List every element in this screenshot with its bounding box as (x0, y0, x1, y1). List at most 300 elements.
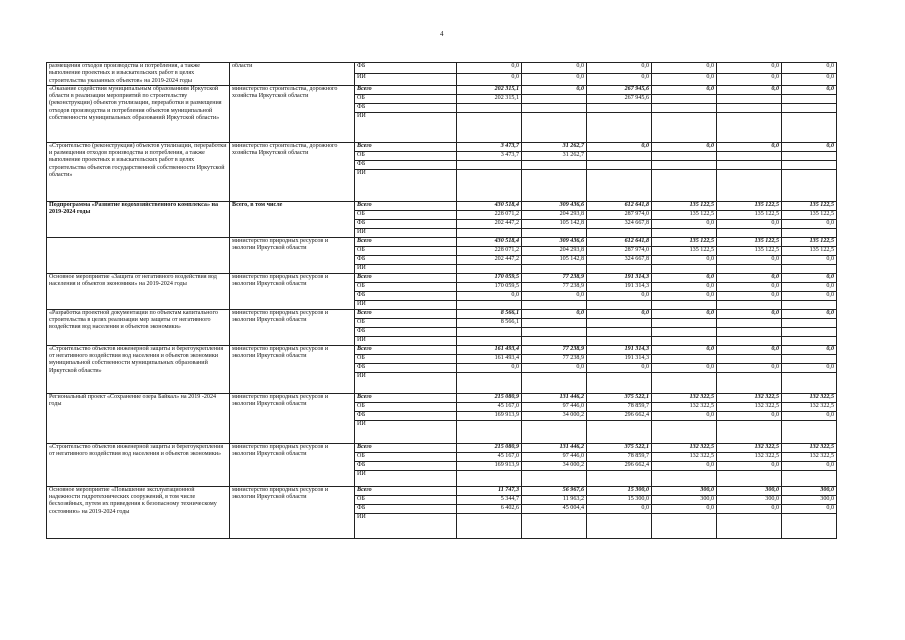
amount-cell: 287 974,0 (587, 210, 652, 219)
amount-cell (587, 318, 652, 327)
amount-cell: 0,0 (652, 291, 717, 300)
amount-cell (782, 336, 837, 345)
activity-name: «Оказание содействия муниципальным образованиям Иркутской области в реализации мероприятий по строительству (реконструкции) объектов утилизации, переработки и размещения отходов производства и потребления объектов муниципальной собственности муниципальных образований Иркутской области» (47, 85, 230, 142)
amount-cell (717, 420, 782, 443)
amount-cell: 296 662,4 (587, 461, 652, 470)
funding-source: Всего (355, 85, 457, 94)
amount-cell: 0,0 (457, 74, 522, 85)
amount-cell (652, 169, 717, 201)
funding-source: Всего (355, 309, 457, 318)
amount-cell (652, 318, 717, 327)
funding-source: ФБ (355, 160, 457, 169)
amount-cell: 0,0 (717, 461, 782, 470)
amount-cell (587, 470, 652, 486)
amount-cell: 0,0 (782, 291, 837, 300)
amount-cell (457, 264, 522, 273)
amount-cell: 0,0 (652, 282, 717, 291)
amount-cell: 0,0 (717, 63, 782, 74)
amount-cell (457, 470, 522, 486)
amount-cell: 0,0 (587, 504, 652, 513)
amount-cell (782, 228, 837, 237)
amount-cell: 132 322,5 (652, 452, 717, 461)
table-row (47, 393, 837, 402)
amount-cell (587, 372, 652, 393)
funding-source: ОБ (355, 318, 457, 327)
amount-cell: 0,0 (782, 345, 837, 354)
amount-cell: 135 122,5 (652, 237, 717, 246)
amount-cell (587, 513, 652, 538)
table-row (47, 237, 837, 246)
funding-source: Всего (355, 273, 457, 282)
executor-name: министерство природных ресурсов и экологии Иркутской области (230, 309, 355, 345)
funding-source: ИИ (355, 112, 457, 142)
amount-cell: 0,0 (717, 291, 782, 300)
amount-cell (587, 327, 652, 336)
amount-cell: 191 314,3 (587, 282, 652, 291)
amount-cell: 612 641,8 (587, 237, 652, 246)
executor-name: министерство природных ресурсов и экологии Иркутской области (230, 237, 355, 273)
executor-name: министерство природных ресурсов и экологии Иркутской области (230, 486, 355, 538)
amount-cell (717, 372, 782, 393)
amount-cell: 169 913,9 (457, 411, 522, 420)
amount-cell: 309 436,6 (522, 237, 587, 246)
amount-cell (587, 420, 652, 443)
amount-cell: 0,0 (782, 255, 837, 264)
amount-cell: 132 322,5 (717, 402, 782, 411)
amount-cell: 8 566,1 (457, 318, 522, 327)
amount-cell: 0,0 (587, 363, 652, 372)
amount-cell: 0,0 (782, 74, 837, 85)
amount-cell (782, 318, 837, 327)
amount-cell: 169 913,9 (457, 461, 522, 470)
amount-cell (717, 300, 782, 309)
amount-cell: 0,0 (587, 63, 652, 74)
amount-cell: 0,0 (587, 142, 652, 151)
amount-cell: 15 300,0 (587, 486, 652, 495)
executor-name: министерство строительства, дорожного хозяйства Иркутской области (230, 85, 355, 142)
funding-source: ОБ (355, 452, 457, 461)
amount-cell: 0,0 (587, 291, 652, 300)
amount-cell (652, 354, 717, 363)
table-row (47, 273, 837, 282)
funding-source: Всего (355, 443, 457, 452)
amount-cell: 228 071,2 (457, 210, 522, 219)
activity-name: Основное мероприятие «Повышение эксплуатационной надежности гидротехнических сооружений, в том числе бесхозяйных, путем их приведения к безопасному техническому состоянию» на 2019-2024 годы (47, 486, 230, 538)
amount-cell (717, 103, 782, 112)
amount-cell (717, 327, 782, 336)
amount-cell (717, 354, 782, 363)
amount-cell (522, 103, 587, 112)
activity-name: «Строительство (реконструкция) объектов утилизации, переработки и размещения отходов производства и потребления, а также выполнение проектных и изыскательских работ в целях строительства объектов государственной собственности Иркутской области» (47, 142, 230, 201)
amount-cell: 97 446,0 (522, 452, 587, 461)
amount-cell: 0,0 (782, 273, 837, 282)
amount-cell: 191 314,3 (587, 354, 652, 363)
amount-cell (652, 228, 717, 237)
amount-cell: 0,0 (522, 309, 587, 318)
amount-cell: 77 238,9 (522, 273, 587, 282)
amount-cell (522, 169, 587, 201)
amount-cell: 0,0 (652, 504, 717, 513)
amount-cell (522, 318, 587, 327)
funding-source: ИИ (355, 74, 457, 85)
amount-cell: 105 142,8 (522, 255, 587, 264)
amount-cell: 0,0 (717, 74, 782, 85)
amount-cell: 0,0 (652, 85, 717, 94)
amount-cell (522, 420, 587, 443)
amount-cell: 45 004,4 (522, 504, 587, 513)
amount-cell: 131 446,2 (522, 443, 587, 452)
funding-source: ОБ (355, 151, 457, 160)
amount-cell: 0,0 (652, 142, 717, 151)
amount-cell (652, 160, 717, 169)
amount-cell (652, 420, 717, 443)
amount-cell: 0,0 (652, 309, 717, 318)
amount-cell: 0,0 (522, 63, 587, 74)
amount-cell: 135 122,5 (652, 210, 717, 219)
amount-cell (457, 327, 522, 336)
amount-cell: 135 122,5 (717, 237, 782, 246)
funding-source: Всего (355, 201, 457, 210)
amount-cell: 0,0 (717, 504, 782, 513)
amount-cell: 132 322,5 (782, 402, 837, 411)
funding-source: Всего (355, 486, 457, 495)
table-row (47, 201, 837, 210)
amount-cell: 0,0 (717, 85, 782, 94)
amount-cell: 135 122,5 (652, 201, 717, 210)
amount-cell: 135 122,5 (782, 201, 837, 210)
amount-cell: 0,0 (457, 63, 522, 74)
amount-cell: 228 071,2 (457, 246, 522, 255)
amount-cell: 105 142,8 (522, 219, 587, 228)
amount-cell (717, 112, 782, 142)
amount-cell: 375 522,1 (587, 393, 652, 402)
amount-cell: 0,0 (717, 309, 782, 318)
amount-cell: 5 344,7 (457, 495, 522, 504)
amount-cell: 296 662,4 (587, 411, 652, 420)
amount-cell (652, 300, 717, 309)
amount-cell: 0,0 (717, 282, 782, 291)
amount-cell: 0,0 (782, 219, 837, 228)
executor-name: Всего, в том числе (230, 201, 355, 237)
amount-cell: 300,0 (782, 495, 837, 504)
amount-cell: 0,0 (717, 255, 782, 264)
funding-source: ИИ (355, 169, 457, 201)
amount-cell: 0,0 (652, 273, 717, 282)
funding-source: ИИ (355, 470, 457, 486)
amount-cell: 300,0 (717, 486, 782, 495)
amount-cell: 0,0 (782, 363, 837, 372)
amount-cell (782, 327, 837, 336)
table-row (47, 345, 837, 354)
amount-cell: 0,0 (782, 142, 837, 151)
amount-cell: 0,0 (652, 411, 717, 420)
amount-cell: 132 322,5 (652, 402, 717, 411)
amount-cell: 135 122,5 (717, 210, 782, 219)
amount-cell: 34 000,2 (522, 411, 587, 420)
amount-cell: 15 300,0 (587, 495, 652, 504)
amount-cell (717, 228, 782, 237)
amount-cell (782, 264, 837, 273)
activity-name: «Строительство объектов инженерной защиты и берегоукрепления от негативного воздействия вод населения и объектов экономики муниципальной собственности муниципальных образований Иркутской области» (47, 345, 230, 393)
amount-cell: 612 641,8 (587, 201, 652, 210)
amount-cell (782, 160, 837, 169)
executor-name: министерство природных ресурсов и экологии Иркутской области (230, 443, 355, 486)
amount-cell: 170 059,5 (457, 273, 522, 282)
amount-cell: 324 667,8 (587, 255, 652, 264)
table-row (47, 309, 837, 318)
funding-source: ОБ (355, 210, 457, 219)
amount-cell: 0,0 (717, 273, 782, 282)
amount-cell (717, 470, 782, 486)
funding-source: ИИ (355, 264, 457, 273)
amount-cell (782, 513, 837, 538)
amount-cell: 97 446,0 (522, 402, 587, 411)
amount-cell: 204 293,8 (522, 210, 587, 219)
amount-cell: 300,0 (717, 495, 782, 504)
amount-cell: 132 322,5 (782, 452, 837, 461)
amount-cell (587, 112, 652, 142)
amount-cell (652, 94, 717, 103)
amount-cell: 161 493,4 (457, 345, 522, 354)
amount-cell (522, 470, 587, 486)
amount-cell (717, 169, 782, 201)
funding-source: Всего (355, 142, 457, 151)
amount-cell: 135 122,5 (782, 246, 837, 255)
amount-cell: 170 059,5 (457, 282, 522, 291)
amount-cell (782, 94, 837, 103)
amount-cell: 135 122,5 (717, 246, 782, 255)
funding-source: ФБ (355, 411, 457, 420)
amount-cell: 300,0 (782, 486, 837, 495)
amount-cell: 204 293,8 (522, 246, 587, 255)
amount-cell: 0,0 (652, 255, 717, 264)
funding-source: Всего (355, 393, 457, 402)
funding-source: ИИ (355, 336, 457, 345)
amount-cell: 132 322,5 (782, 393, 837, 402)
funding-source: ФБ (355, 219, 457, 228)
amount-cell: 0,0 (782, 85, 837, 94)
amount-cell (457, 336, 522, 345)
funding-source: Всего (355, 237, 457, 246)
amount-cell (717, 513, 782, 538)
activity-name: Региональный проект «Сохранение озера Байкал» на 2019 -2024 годы (47, 393, 230, 443)
amount-cell (652, 372, 717, 393)
amount-cell: 45 167,0 (457, 452, 522, 461)
executor-name: министерство строительства, дорожного хозяйства Иркутской области (230, 142, 355, 201)
funding-source: ФБ (355, 461, 457, 470)
executor-name: министерство природных ресурсов и экологии Иркутской области (230, 273, 355, 309)
amount-cell (652, 336, 717, 345)
amount-cell: 11 747,3 (457, 486, 522, 495)
amount-cell (457, 300, 522, 309)
amount-cell: 0,0 (522, 85, 587, 94)
amount-cell: 215 080,9 (457, 393, 522, 402)
funding-source: ФБ (355, 327, 457, 336)
amount-cell (522, 160, 587, 169)
amount-cell (782, 169, 837, 201)
activity-name: Подпрограмма «Развитие водохозяйственного комплекса» на 2019-2024 годы (47, 201, 230, 237)
activity-name (47, 237, 230, 273)
activity-name: «Разработка проектной документации по объектам капитального строительства в целях реализации мер защиты от негативного воздействия вод населения и объектов экономики» (47, 309, 230, 345)
amount-cell: 191 314,3 (587, 273, 652, 282)
amount-cell: 0,0 (717, 142, 782, 151)
executor-name: области (230, 63, 355, 86)
amount-cell (782, 103, 837, 112)
amount-cell: 375 522,1 (587, 443, 652, 452)
funding-source: ИИ (355, 420, 457, 443)
executor-name: министерство природных ресурсов и экологии Иркутской области (230, 345, 355, 393)
activity-name: «Строительство объектов инженерной защиты и берегоукрепления от негативного воздействия вод населения и объектов экономики» (47, 443, 230, 486)
amount-cell (717, 336, 782, 345)
amount-cell: 267 945,6 (587, 94, 652, 103)
amount-cell: 6 402,6 (457, 504, 522, 513)
funding-source: ИИ (355, 300, 457, 309)
amount-cell: 31 262,7 (522, 142, 587, 151)
amount-cell (652, 151, 717, 160)
amount-cell (782, 470, 837, 486)
amount-cell (457, 228, 522, 237)
amount-cell: 131 446,2 (522, 393, 587, 402)
funding-source: ИИ (355, 228, 457, 237)
page-number: 4 (440, 30, 444, 38)
amount-cell (717, 264, 782, 273)
amount-cell (652, 327, 717, 336)
amount-cell: 191 314,3 (587, 345, 652, 354)
funding-source: ОБ (355, 402, 457, 411)
amount-cell (522, 327, 587, 336)
amount-cell: 132 322,5 (652, 393, 717, 402)
amount-cell: 0,0 (717, 411, 782, 420)
amount-cell (457, 169, 522, 201)
amount-cell (652, 513, 717, 538)
amount-cell (717, 94, 782, 103)
amount-cell (457, 103, 522, 112)
amount-cell: 0,0 (457, 291, 522, 300)
table-row (47, 85, 837, 94)
amount-cell: 78 859,7 (587, 402, 652, 411)
amount-cell (717, 160, 782, 169)
amount-cell: 0,0 (587, 309, 652, 318)
amount-cell: 0,0 (782, 411, 837, 420)
amount-cell (522, 228, 587, 237)
amount-cell: 202 447,2 (457, 219, 522, 228)
amount-cell: 0,0 (717, 345, 782, 354)
table-row (47, 443, 837, 452)
amount-cell (522, 336, 587, 345)
amount-cell: 0,0 (652, 74, 717, 85)
amount-cell: 31 262,7 (522, 151, 587, 160)
amount-cell (587, 169, 652, 201)
amount-cell: 3 473,7 (457, 151, 522, 160)
amount-cell: 0,0 (522, 291, 587, 300)
amount-cell (457, 372, 522, 393)
activity-name: Основное мероприятие «Защита от негативного воздействия вод населения и объектов экономики» на 2019-2024 годы (47, 273, 230, 309)
amount-cell: 77 238,9 (522, 345, 587, 354)
amount-cell: 0,0 (782, 461, 837, 470)
amount-cell: 11 963,2 (522, 495, 587, 504)
funding-source: ОБ (355, 246, 457, 255)
amount-cell: 0,0 (652, 363, 717, 372)
amount-cell (522, 264, 587, 273)
amount-cell: 132 322,5 (717, 393, 782, 402)
amount-cell: 3 473,7 (457, 142, 522, 151)
amount-cell: 0,0 (782, 504, 837, 513)
amount-cell (782, 354, 837, 363)
amount-cell (587, 151, 652, 160)
amount-cell: 135 122,5 (652, 246, 717, 255)
amount-cell: 202 315,1 (457, 85, 522, 94)
amount-cell (587, 336, 652, 345)
funding-source: ФБ (355, 291, 457, 300)
amount-cell: 45 167,0 (457, 402, 522, 411)
amount-cell (457, 160, 522, 169)
amount-cell: 77 238,9 (522, 282, 587, 291)
amount-cell: 0,0 (457, 363, 522, 372)
amount-cell: 77 238,9 (522, 354, 587, 363)
funding-source: ИИ (355, 513, 457, 538)
amount-cell: 202 315,1 (457, 94, 522, 103)
amount-cell (782, 112, 837, 142)
amount-cell (522, 513, 587, 538)
amount-cell: 132 322,5 (717, 443, 782, 452)
amount-cell (782, 420, 837, 443)
funding-source: ОБ (355, 282, 457, 291)
funding-source: ФБ (355, 255, 457, 264)
funding-source: ОБ (355, 495, 457, 504)
amount-cell: 0,0 (522, 74, 587, 85)
amount-cell (587, 300, 652, 309)
funding-source: ФБ (355, 63, 457, 74)
amount-cell (457, 420, 522, 443)
amount-cell (522, 300, 587, 309)
amount-cell (522, 372, 587, 393)
amount-cell: 309 436,6 (522, 201, 587, 210)
amount-cell: 215 080,9 (457, 443, 522, 452)
amount-cell (652, 470, 717, 486)
amount-cell: 430 518,4 (457, 237, 522, 246)
amount-cell: 430 518,4 (457, 201, 522, 210)
amount-cell: 0,0 (652, 219, 717, 228)
executor-name: министерство природных ресурсов и экологии Иркутской области (230, 393, 355, 443)
amount-cell: 0,0 (717, 363, 782, 372)
amount-cell (587, 264, 652, 273)
amount-cell (457, 513, 522, 538)
amount-cell: 324 667,8 (587, 219, 652, 228)
amount-cell (652, 112, 717, 142)
amount-cell (782, 372, 837, 393)
amount-cell (717, 318, 782, 327)
amount-cell: 0,0 (652, 345, 717, 354)
amount-cell: 0,0 (652, 461, 717, 470)
amount-cell: 34 000,2 (522, 461, 587, 470)
amount-cell (522, 94, 587, 103)
amount-cell: 287 974,0 (587, 246, 652, 255)
table-row (47, 63, 837, 74)
amount-cell (782, 300, 837, 309)
funding-source: ФБ (355, 363, 457, 372)
amount-cell: 0,0 (782, 282, 837, 291)
amount-cell: 78 859,7 (587, 452, 652, 461)
amount-cell: 0,0 (587, 74, 652, 85)
amount-cell: 300,0 (652, 486, 717, 495)
funding-source: Всего (355, 345, 457, 354)
amount-cell (652, 103, 717, 112)
amount-cell: 0,0 (522, 363, 587, 372)
amount-cell: 267 945,6 (587, 85, 652, 94)
amount-cell: 0,0 (652, 63, 717, 74)
amount-cell: 161 493,4 (457, 354, 522, 363)
amount-cell: 202 447,2 (457, 255, 522, 264)
